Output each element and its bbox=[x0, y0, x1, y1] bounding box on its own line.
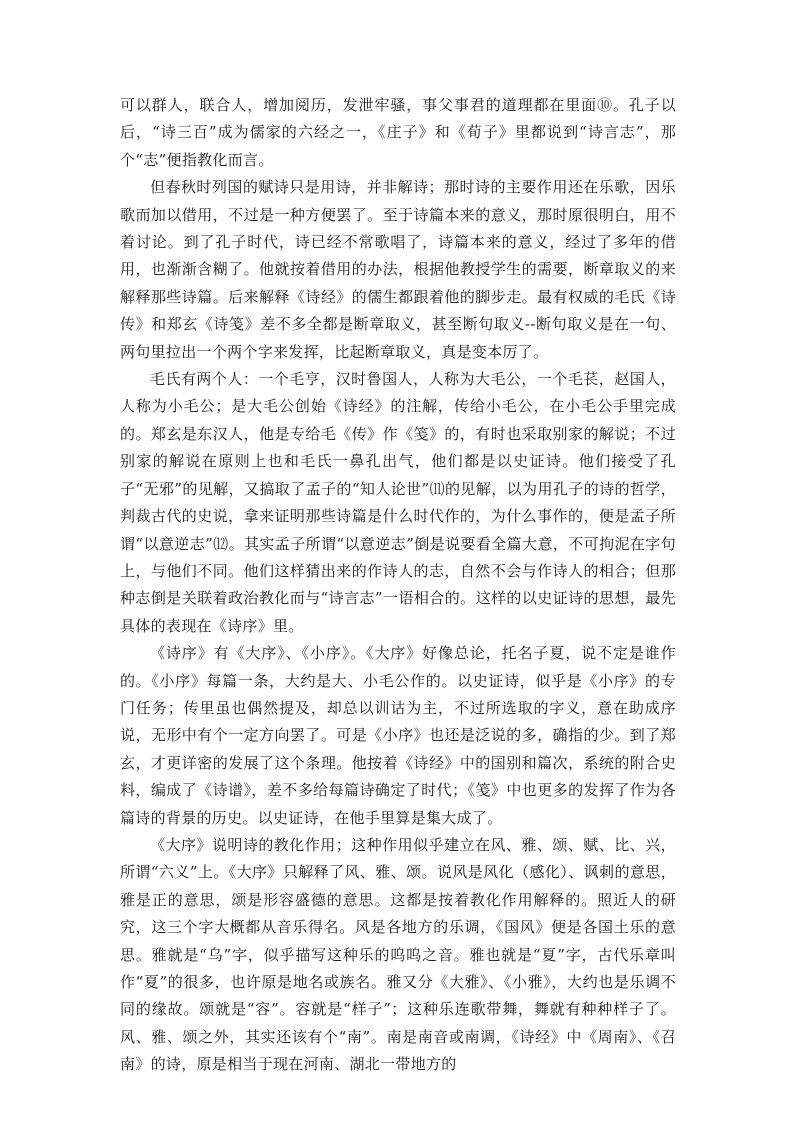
paragraph-maoshi: 毛氏有两个人：一个毛亨，汉时鲁国人，人称为大毛公，一个毛苌，赵国人，人称为小毛公；是大毛公创始《诗经》的注解，传给小毛公，在小毛公手里完成的。郑玄是东汉人，他是专给毛《传》作《笺》的，有时也采取别家的解说；不过别家的解说在原则上也和毛氏一鼻孔出气，他们都是以史证诗。他们接受了孔子“无邪”的见解，又搞取了孟子的“知人论世”⑾的见解，以为用孔子的诗的哲学，判裁古代的史说，拿来证明那些诗篇是什么时代作的，为什么事作的，便是孟子所谓“以意逆志”⑿。其实孟子所谓“以意逆志”倒是说要看全篇大意，不可拘泥在字句上，与他们不同。他们这样猜出来的作诗人的志，自然不会与作诗人的相合；但那种志倒是关联着政治教化而与“诗言志”一语相合的。这样的以史证诗的思想，最先具体的表现在《诗序》里。 bbox=[120, 370, 676, 635]
paragraph-shixu: 《诗序》有《大序》、《小序》。《大序》好像总论，托名子夏，说不定是谁作的。《小序》每篇一条，大约是大、小毛公作的。以史证诗，似乎是《小序》的专门任务；传里虽也偶然提及，却总以训诂为主，不过所选取的字义，意在助成序说，无形中有个一定方向罢了。可是《小序》也还是泛说的多，确指的少。到了郑玄，才更详密的发展了这个条理。他按着《诗经》中的国别和篇次，系统的附合史料，编成了《诗谱》，差不多给每篇诗确定了时代；《笺》中也更多的发挥了作为各篇诗的背景的历史。以史证诗，在他手里算是集大成了。 bbox=[120, 644, 676, 827]
document-page bbox=[120, 92, 676, 1079]
paragraph-daxu: 《大序》说明诗的教化作用；这种作用似乎建立在风、雅、颂、赋、比、兴，所谓“六义”上。《大序》只解释了风、雅、颂。说风是风化（感化）、讽刺的意思，雅是正的意思，颂是形容盛德的意思。这都是按着教化作用解释的。照近人的研究，这三个字大概都从音乐得名。风是各地方的乐调，《国风》便是各国土乐的意思。雅就是“乌”字，似乎描写这种乐的呜呜之音。雅也就是“夏”字，古代乐章叫作“夏”的很多，也许原是地名或族名。雅又分《大雅》、《小雅》，大约也是乐调不同的缘故。颂就是“容”。容就是“样子”；这种乐连歌带舞，舞就有种种样子了。风、雅、颂之外，其实还该有个“南”。南是南音或南调，《诗经》中《周南》、《召南》的诗，原是相当于现在河南、湖北一带地方的 bbox=[120, 835, 676, 1074]
paragraph-chunqiu-fushi: 但春秋时列国的赋诗只是用诗，并非解诗；那时诗的主要作用还在乐歌，因乐歌而加以借用，不过是一种方便罢了。至于诗篇本来的意义，那时原很明白，用不着讨论。到了孔子时代，诗已经不常歌唱了，诗篇本来的意义，经过了多年的借用，也渐渐含糊了。他就按着借用的办法，根据他教授学生的需要，断章取义的来解释那些诗篇。后来解释《诗经》的儒生都跟着他的脚步走。最有权威的毛氏《诗传》和郑玄《诗笺》差不多全都是断章取义，甚至断句取义--断句取义是在一句、两句里拉出一个两个字来发挥，比起断章取义，真是变本厉了。 bbox=[120, 178, 676, 361]
paragraph-continuation: 可以群人，联合人，增加阅历，发泄牢骚，事父事君的道理都在里面⑩。孔子以后，“诗三百”成为儒家的六经之一，《庄子》和《荀子》里都说到“诗言志”，那个“志”便指教化而言。 bbox=[120, 96, 676, 169]
